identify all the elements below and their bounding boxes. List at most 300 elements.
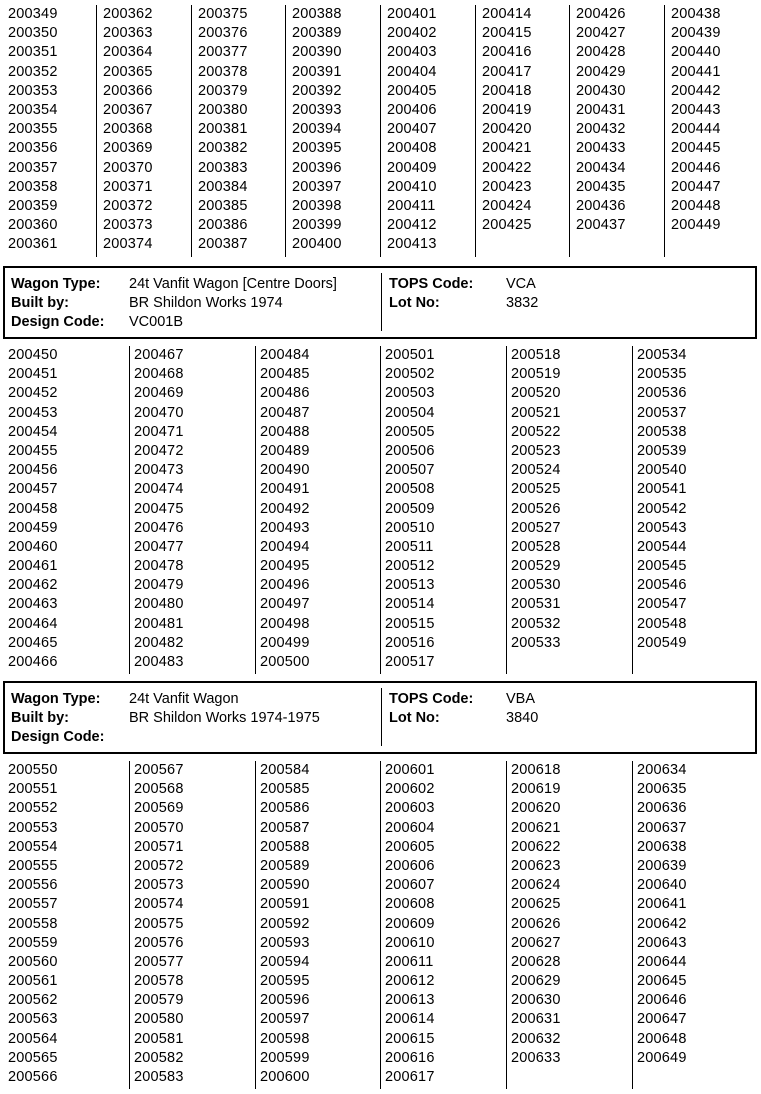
- wagon-number: 200518: [511, 347, 561, 363]
- wagon-number: 200403: [387, 44, 437, 61]
- wagon-number: 200516: [385, 634, 435, 651]
- wagon-number: 200474: [134, 481, 184, 498]
- wagon-number: 200442: [671, 82, 721, 99]
- wagon-number: 200371: [103, 178, 153, 195]
- wagon-number: 200428: [576, 44, 626, 61]
- wagon-number: 200362: [103, 6, 153, 22]
- number-column: [96, 5, 191, 257]
- wagon-number: 200619: [511, 781, 561, 798]
- wagon-number: 200405: [387, 82, 437, 99]
- wagon-number: 200397: [292, 178, 342, 195]
- tops-code-label: TOPS Code:: [389, 276, 474, 292]
- wagon-number: 200544: [637, 538, 687, 555]
- wagon-number: 200445: [671, 140, 721, 157]
- wagon-number: 200360: [8, 217, 58, 234]
- wagon-number-grid-3: [0, 761, 761, 1089]
- wagon-number: 200625: [511, 896, 561, 913]
- wagon-number: 200522: [511, 423, 561, 440]
- wagon-number: 200521: [511, 404, 561, 421]
- wagon-number: 200444: [671, 121, 721, 138]
- wagon-number: 200506: [385, 442, 435, 459]
- wagon-number: 200540: [637, 462, 687, 479]
- wagon-number: 200398: [292, 197, 342, 214]
- wagon-number: 200358: [8, 178, 58, 195]
- wagon-info-left: [11, 690, 320, 747]
- wagon-number: 200597: [260, 1011, 310, 1028]
- wagon-number: 200449: [671, 217, 721, 234]
- wagon-number: 200529: [511, 558, 561, 575]
- wagon-number: 200424: [482, 197, 532, 214]
- wagon-number-grid-2: [0, 346, 761, 674]
- wagon-number: 200441: [671, 63, 721, 80]
- wagon-number: 200576: [134, 934, 184, 951]
- wagon-number: 200492: [260, 500, 310, 517]
- wagon-number: 200647: [637, 1011, 687, 1028]
- wagon-number: 200607: [385, 877, 435, 894]
- wagon-number: 200422: [482, 159, 532, 176]
- design-code-row: [11, 313, 337, 332]
- wagon-number: 200491: [260, 481, 310, 498]
- wagon-number: 200609: [385, 915, 435, 932]
- wagon-info-right: [389, 275, 538, 313]
- wagon-number: 200584: [260, 762, 310, 778]
- wagon-number: 200536: [637, 385, 687, 402]
- wagon-number: 200455: [8, 442, 58, 459]
- wagon-number: 200581: [134, 1030, 184, 1047]
- wagon-number: 200622: [511, 838, 561, 855]
- wagon-number: 200507: [385, 462, 435, 479]
- wagon-number: 200448: [671, 197, 721, 214]
- wagon-number: 200463: [8, 596, 58, 613]
- wagon-number: 200554: [8, 838, 58, 855]
- wagon-number: 200476: [134, 519, 184, 536]
- wagon-number: 200450: [8, 347, 58, 363]
- number-column: [380, 761, 506, 1089]
- wagon-number: 200350: [8, 25, 58, 42]
- wagon-number: 200351: [8, 44, 58, 61]
- wagon-type-row: [11, 690, 320, 709]
- design-code-row: [11, 728, 320, 747]
- number-column: [632, 346, 761, 674]
- wagon-number: 200632: [511, 1030, 561, 1047]
- wagon-number: 200499: [260, 634, 310, 651]
- wagon-number: 200427: [576, 25, 626, 42]
- wagon-number: 200575: [134, 915, 184, 932]
- wagon-number: 200472: [134, 442, 184, 459]
- wagon-number: 200618: [511, 762, 561, 778]
- wagon-number: 200454: [8, 423, 58, 440]
- wagon-number: 200545: [637, 558, 687, 575]
- wagon-number: 200421: [482, 140, 532, 157]
- wagon-number: 200558: [8, 915, 58, 932]
- wagon-number: 200592: [260, 915, 310, 932]
- wagon-number: 200432: [576, 121, 626, 138]
- wagon-number: 200523: [511, 442, 561, 459]
- tops-code-value: VBA: [506, 691, 536, 707]
- wagon-number: 200457: [8, 481, 58, 498]
- wagon-number: 200631: [511, 1011, 561, 1028]
- wagon-number: 200425: [482, 217, 532, 234]
- wagon-number: 200426: [576, 6, 626, 22]
- wagon-number: 200436: [576, 197, 626, 214]
- wagon-number: 200375: [198, 6, 248, 22]
- wagon-number: 200510: [385, 519, 435, 536]
- wagon-number: 200489: [260, 442, 310, 459]
- wagon-number: 200596: [260, 992, 310, 1009]
- number-column: [664, 5, 761, 257]
- wagon-number: 200630: [511, 992, 561, 1009]
- wagon-number: 200372: [103, 197, 153, 214]
- tops-code-row: [389, 275, 538, 294]
- wagon-number: 200599: [260, 1049, 310, 1066]
- wagon-number: 200496: [260, 577, 310, 594]
- wagon-number: 200438: [671, 6, 721, 22]
- wagon-number: 200639: [637, 857, 687, 874]
- wagon-number: 200377: [198, 44, 248, 61]
- wagon-number: 200494: [260, 538, 310, 555]
- wagon-number: 200550: [8, 762, 58, 778]
- wagon-number: 200429: [576, 63, 626, 80]
- wagon-number: 200500: [260, 654, 310, 670]
- wagon-number: 200601: [385, 762, 435, 778]
- wagon-number: 200539: [637, 442, 687, 459]
- wagon-number: 200648: [637, 1030, 687, 1047]
- wagon-number: 200495: [260, 558, 310, 575]
- wagon-number: 200353: [8, 82, 58, 99]
- wagon-number: 200392: [292, 82, 342, 99]
- wagon-number: 200636: [637, 800, 687, 817]
- wagon-number: 200588: [260, 838, 310, 855]
- wagon-number: 200411: [387, 197, 436, 214]
- wagon-number: 200418: [482, 82, 532, 99]
- number-column: [0, 5, 96, 257]
- wagon-info-right: [389, 690, 538, 728]
- wagon-number: 200587: [260, 819, 310, 836]
- wagon-info-box-vca: [3, 266, 757, 339]
- wagon-number: 200437: [576, 217, 626, 234]
- wagon-number: 200501: [385, 347, 435, 363]
- wagon-number: 200590: [260, 877, 310, 894]
- wagon-number: 200640: [637, 877, 687, 894]
- wagon-number: 200385: [198, 197, 248, 214]
- wagon-number: 200480: [134, 596, 184, 613]
- wagon-number: 200511: [385, 538, 434, 555]
- wagon-number: 200538: [637, 423, 687, 440]
- wagon-number: 200379: [198, 82, 248, 99]
- wagon-number: 200447: [671, 178, 721, 195]
- wagon-number: 200637: [637, 819, 687, 836]
- wagon-number: 200471: [134, 423, 184, 440]
- wagon-number: 200573: [134, 877, 184, 894]
- wagon-number: 200356: [8, 140, 58, 157]
- design-code-value: VC001B: [129, 314, 184, 330]
- wagon-number: 200357: [8, 159, 58, 176]
- wagon-number: 200580: [134, 1011, 184, 1028]
- number-column: [506, 346, 632, 674]
- wagon-number: 200608: [385, 896, 435, 913]
- wagon-number: 200352: [8, 63, 58, 80]
- wagon-number: 200579: [134, 992, 184, 1009]
- built-by-label: Built by:: [11, 295, 69, 311]
- wagon-number: 200616: [385, 1049, 435, 1066]
- number-column: [255, 761, 380, 1089]
- wagon-number: 200462: [8, 577, 58, 594]
- wagon-number: 200374: [103, 236, 153, 253]
- wagon-number: 200513: [385, 577, 435, 594]
- wagon-number: 200453: [8, 404, 58, 421]
- wagon-number: 200605: [385, 838, 435, 855]
- wagon-number: 200433: [576, 140, 626, 157]
- wagon-number: 200604: [385, 819, 435, 836]
- wagon-number: 200594: [260, 953, 310, 970]
- lot-no-row: [389, 294, 538, 313]
- lot-no-value: 3840: [506, 710, 539, 726]
- wagon-number: 200402: [387, 25, 437, 42]
- wagon-number: 200460: [8, 538, 58, 555]
- wagon-number: 200563: [8, 1011, 58, 1028]
- lot-no-label: Lot No:: [389, 710, 440, 726]
- wagon-number: 200383: [198, 159, 248, 176]
- wagon-number: 200606: [385, 857, 435, 874]
- number-column: [129, 761, 255, 1089]
- wagon-number: 200487: [260, 404, 310, 421]
- wagon-number: 200477: [134, 538, 184, 555]
- wagon-number: 200409: [387, 159, 437, 176]
- wagon-number: 200603: [385, 800, 435, 817]
- wagon-number: 200547: [637, 596, 687, 613]
- wagon-number: 200389: [292, 25, 342, 42]
- wagon-number: 200542: [637, 500, 687, 517]
- wagon-number: 200417: [482, 63, 532, 80]
- wagon-number: 200627: [511, 934, 561, 951]
- wagon-number: 200624: [511, 877, 561, 894]
- wagon-number: 200378: [198, 63, 248, 80]
- wagon-number: 200439: [671, 25, 721, 42]
- wagon-number: 200478: [134, 558, 184, 575]
- wagon-number: 200467: [134, 347, 184, 363]
- wagon-number: 200420: [482, 121, 532, 138]
- number-column: [0, 761, 129, 1089]
- wagon-number: 200602: [385, 781, 435, 798]
- wagon-number: 200469: [134, 385, 184, 402]
- wagon-number: 200479: [134, 577, 184, 594]
- wagon-number: 200571: [134, 838, 184, 855]
- wagon-number: 200364: [103, 44, 153, 61]
- wagon-number: 200530: [511, 577, 561, 594]
- wagon-number: 200551: [8, 781, 58, 798]
- wagon-number: 200535: [637, 366, 687, 383]
- wagon-number: 200481: [134, 615, 184, 632]
- lot-no-label: Lot No:: [389, 295, 440, 311]
- wagon-number: 200415: [482, 25, 532, 42]
- wagon-number: 200349: [8, 6, 58, 22]
- tops-code-value: VCA: [506, 276, 536, 292]
- wagon-number: 200497: [260, 596, 310, 613]
- wagon-number: 200387: [198, 236, 248, 253]
- wagon-number: 200520: [511, 385, 561, 402]
- number-column: [191, 5, 285, 257]
- wagon-number: 200549: [637, 634, 687, 651]
- wagon-number: 200430: [576, 82, 626, 99]
- wagon-number: 200504: [385, 404, 435, 421]
- wagon-number: 200642: [637, 915, 687, 932]
- wagon-number: 200384: [198, 178, 248, 195]
- wagon-number: 200434: [576, 159, 626, 176]
- wagon-number: 200617: [385, 1069, 435, 1085]
- wagon-number: 200408: [387, 140, 437, 157]
- wagon-number: 200548: [637, 615, 687, 632]
- wagon-number: 200526: [511, 500, 561, 517]
- wagon-number: 200370: [103, 159, 153, 176]
- wagon-number: 200488: [260, 423, 310, 440]
- wagon-number: 200589: [260, 857, 310, 874]
- wagon-number: 200490: [260, 462, 310, 479]
- wagon-number: 200508: [385, 481, 435, 498]
- wagon-number: 200395: [292, 140, 342, 157]
- wagon-number: 200484: [260, 347, 310, 363]
- wagon-number: 200482: [134, 634, 184, 651]
- wagon-number: 200391: [292, 63, 342, 80]
- wagon-number: 200465: [8, 634, 58, 651]
- wagon-number: 200582: [134, 1049, 184, 1066]
- wagon-number: 200629: [511, 973, 561, 990]
- wagon-number: 200354: [8, 101, 58, 118]
- wagon-number: 200512: [385, 558, 435, 575]
- wagon-number: 200459: [8, 519, 58, 536]
- wagon-number: 200396: [292, 159, 342, 176]
- built-by-value: BR Shildon Works 1974-1975: [129, 710, 320, 726]
- wagon-number: 200458: [8, 500, 58, 517]
- number-column: [129, 346, 255, 674]
- wagon-number: 200456: [8, 462, 58, 479]
- wagon-number: 200473: [134, 462, 184, 479]
- wagon-number: 200367: [103, 101, 153, 118]
- wagon-number: 200400: [292, 236, 342, 253]
- wagon-info-left: [11, 275, 337, 332]
- wagon-number: 200413: [387, 236, 437, 253]
- wagon-number: 200621: [511, 819, 561, 836]
- wagon-number: 200577: [134, 953, 184, 970]
- wagon-number: 200376: [198, 25, 248, 42]
- wagon-number: 200555: [8, 857, 58, 874]
- wagon-number: 200634: [637, 762, 687, 778]
- wagon-number: 200365: [103, 63, 153, 80]
- wagon-number: 200435: [576, 178, 626, 195]
- wagon-number: 200626: [511, 915, 561, 932]
- wagon-number: 200486: [260, 385, 310, 402]
- wagon-number: 200366: [103, 82, 153, 99]
- number-column: [0, 346, 129, 674]
- wagon-number: 200570: [134, 819, 184, 836]
- wagon-number: 200468: [134, 366, 184, 383]
- wagon-number: 200649: [637, 1049, 687, 1066]
- wagon-number: 200572: [134, 857, 184, 874]
- wagon-number: 200585: [260, 781, 310, 798]
- wagon-number: 200388: [292, 6, 342, 22]
- wagon-number: 200381: [198, 121, 248, 138]
- wagon-number: 200446: [671, 159, 721, 176]
- lot-no-row: [389, 709, 538, 728]
- wagon-number: 200393: [292, 101, 342, 118]
- info-divider: [381, 688, 382, 746]
- built-by-label: Built by:: [11, 710, 69, 726]
- wagon-number: 200532: [511, 615, 561, 632]
- wagon-number: 200614: [385, 1011, 435, 1028]
- number-column: [255, 346, 380, 674]
- wagon-number: 200414: [482, 6, 532, 22]
- wagon-number: 200612: [385, 973, 435, 990]
- wagon-number: 200401: [387, 6, 437, 22]
- wagon-number: 200519: [511, 366, 561, 383]
- wagon-number: 200466: [8, 654, 58, 670]
- info-divider: [381, 273, 382, 331]
- wagon-number: 200537: [637, 404, 687, 421]
- wagon-number: 200643: [637, 934, 687, 951]
- wagon-number: 200475: [134, 500, 184, 517]
- wagon-number: 200635: [637, 781, 687, 798]
- wagon-number: 200583: [134, 1069, 184, 1085]
- wagon-number: 200404: [387, 63, 437, 80]
- design-code-label: Design Code:: [11, 314, 105, 330]
- wagon-number: 200562: [8, 992, 58, 1009]
- wagon-number-grid-1: [0, 5, 761, 257]
- wagon-type-value: 24t Vanfit Wagon [Centre Doors]: [129, 276, 337, 292]
- wagon-number: 200355: [8, 121, 58, 138]
- wagon-number: 200644: [637, 953, 687, 970]
- wagon-number: 200410: [387, 178, 437, 195]
- wagon-type-value: 24t Vanfit Wagon: [129, 691, 239, 707]
- wagon-number: 200483: [134, 654, 184, 670]
- wagon-number: 200380: [198, 101, 248, 118]
- wagon-number: 200560: [8, 953, 58, 970]
- wagon-number: 200517: [385, 654, 435, 670]
- wagon-number: 200595: [260, 973, 310, 990]
- wagon-number: 200593: [260, 934, 310, 951]
- number-column: [632, 761, 761, 1089]
- wagon-number: 200514: [385, 596, 435, 613]
- wagon-number: 200423: [482, 178, 532, 195]
- wagon-number: 200443: [671, 101, 721, 118]
- wagon-number: 200373: [103, 217, 153, 234]
- wagon-number: 200407: [387, 121, 437, 138]
- wagon-number: 200591: [260, 896, 310, 913]
- wagon-number: 200359: [8, 197, 58, 214]
- wagon-number: 200493: [260, 519, 310, 536]
- wagon-number: 200386: [198, 217, 248, 234]
- design-code-label: Design Code:: [11, 729, 105, 745]
- wagon-number: 200509: [385, 500, 435, 517]
- wagon-type-label: Wagon Type:: [11, 691, 101, 707]
- wagon-number: 200394: [292, 121, 342, 138]
- wagon-number: 200598: [260, 1030, 310, 1047]
- wagon-number: 200565: [8, 1049, 58, 1066]
- wagon-number: 200541: [637, 481, 687, 498]
- number-column: [285, 5, 380, 257]
- wagon-number: 200586: [260, 800, 310, 817]
- wagon-number: 200564: [8, 1030, 58, 1047]
- wagon-number: 200399: [292, 217, 342, 234]
- wagon-number: 200569: [134, 800, 184, 817]
- wagon-number: 200524: [511, 462, 561, 479]
- number-column: [475, 5, 569, 257]
- wagon-number: 200559: [8, 934, 58, 951]
- wagon-number: 200452: [8, 385, 58, 402]
- wagon-number: 200628: [511, 953, 561, 970]
- wagon-number: 200578: [134, 973, 184, 990]
- wagon-number: 200638: [637, 838, 687, 855]
- built-by-row: [11, 294, 337, 313]
- wagon-number: 200553: [8, 819, 58, 836]
